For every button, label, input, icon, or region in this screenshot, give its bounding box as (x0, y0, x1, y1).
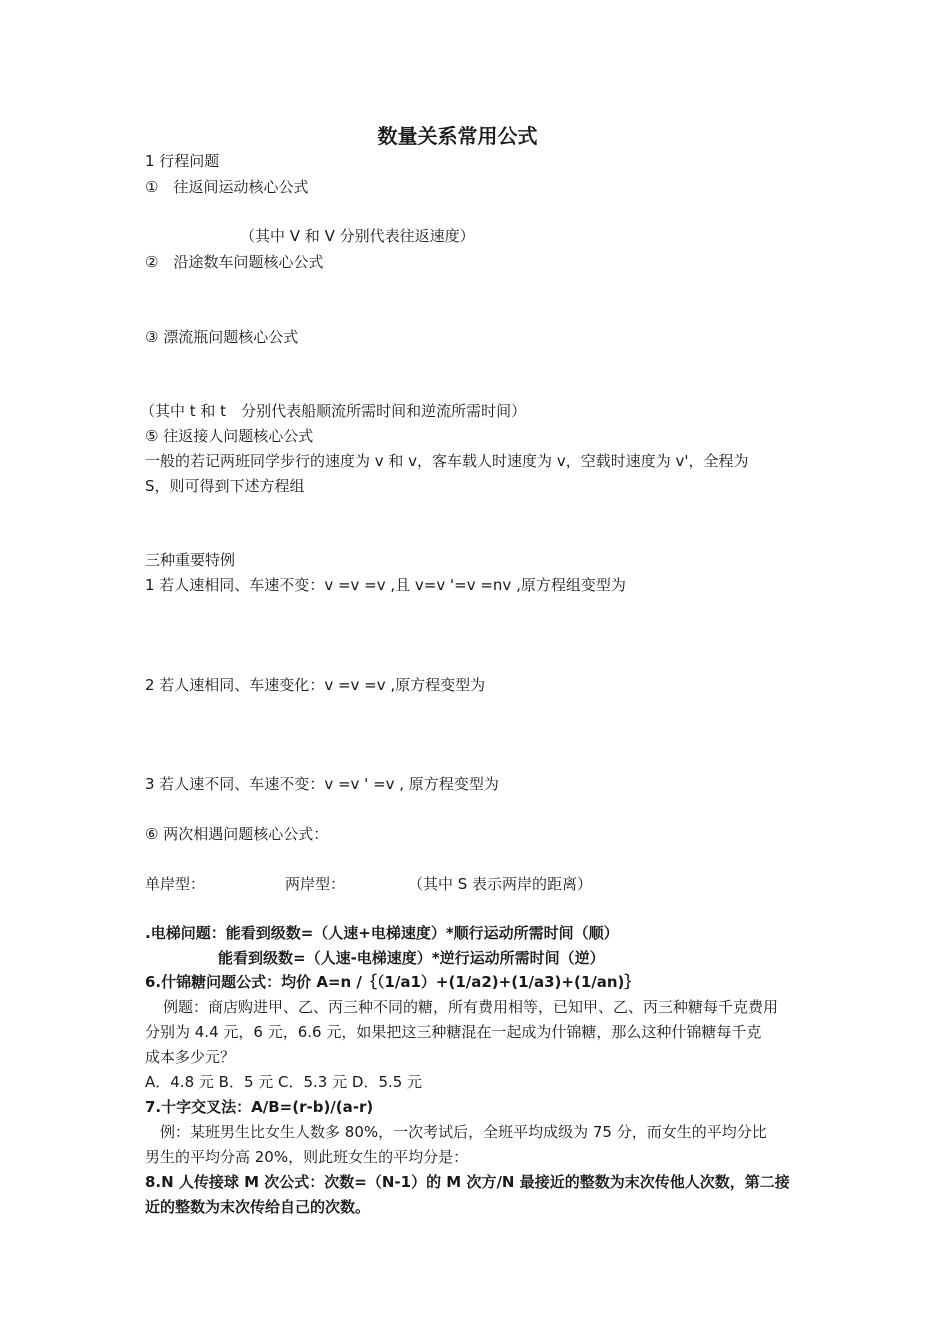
heading-ball-passing-cont: 近的整数为末次传给自己的次数。 (145, 1198, 371, 1216)
paragraph-line: S，则可得到下述方程组 (145, 477, 305, 495)
escalator-formula-1: .电梯问题：能看到级数=（人速+电梯速度）*顺行运动所需时间（顺） (145, 924, 619, 942)
answer-options: A．4.8 元 B．5 元 C．5.3 元 D．5.5 元 (145, 1073, 423, 1091)
document-title: 数量关系常用公式 (377, 124, 538, 148)
item-shuttle: ⑤ 往返接人问题核心公式 (145, 427, 314, 445)
special-case-2: 2 若人速相同、车速变化：v =v =v ,原方程变型为 (145, 676, 486, 694)
note-drifting-bottle: （其中 t 和 t 分别代表船顺流所需时间和逆流所需时间） (140, 402, 527, 420)
subheading-special-cases: 三种重要特例 (145, 551, 236, 569)
section-heading-travel: 1 行程问题 (145, 152, 220, 170)
heading-cross-method: 7.十字交叉法：A/B=(r-b)/(a-r) (145, 1098, 374, 1116)
item-bus-counting: ② 沿途数车问题核心公式 (145, 253, 324, 271)
label-single-bank: 单岸型： (145, 875, 206, 893)
heading-ball-passing: 8.N 人传接球 M 次公式：次数=（N-1）的 M 次方/N 最接近的整数为末次传他人次数，第二接 (145, 1173, 790, 1191)
item-two-meetings: ⑥ 两次相遇问题核心公式： (145, 825, 329, 843)
heading-mixed-candy: 6.什锦糖问题公式：均价 A=n /｛（1/a1）+(1/a2)+(1/a3)+(1/an)｝ (145, 973, 640, 991)
special-case-1: 1 若人速相同、车速不变：v =v =v ,且 v=v '=v =nv ,原方程组变型为 (145, 576, 626, 594)
note-two-banks: （其中 S 表示两岸的距离） (408, 875, 593, 893)
note-round-trip: （其中 V 和 V 分别代表往返速度） (240, 227, 475, 245)
special-case-3: 3 若人速不同、车速不变：v =v ' =v , 原方程变型为 (145, 775, 499, 793)
example-line: 成本多少元？ (145, 1048, 236, 1066)
item-drifting-bottle: ③ 漂流瓶问题核心公式 (145, 328, 299, 346)
example-line: 男生的平均分高 20%，则此班女生的平均分是： (145, 1148, 469, 1166)
escalator-formula-2: 能看到级数=（人速-电梯速度）*逆行运动所需时间（逆） (218, 949, 605, 967)
example-line: 例：某班男生比女生人数多 80%，一次考试后，全班平均成级为 75 分，而女生的平均分比 (160, 1123, 767, 1141)
label-two-banks: 两岸型： (285, 875, 346, 893)
item-round-trip: ① 往返间运动核心公式 (145, 178, 309, 196)
example-line: 例题：商店购进甲、乙、丙三种不同的糖，所有费用相等，已知甲、乙、丙三种糖每千克费用 (163, 998, 779, 1016)
paragraph-line: 一般的若记两班同学步行的速度为 v 和 v，客车载人时速度为 v，空载时速度为 v'，全程为 (145, 452, 749, 470)
example-line: 分别为 4.4 元，6 元，6.6 元，如果把这三种糖混在一起成为什锦糖，那么这种什锦糖每千克 (145, 1023, 762, 1041)
